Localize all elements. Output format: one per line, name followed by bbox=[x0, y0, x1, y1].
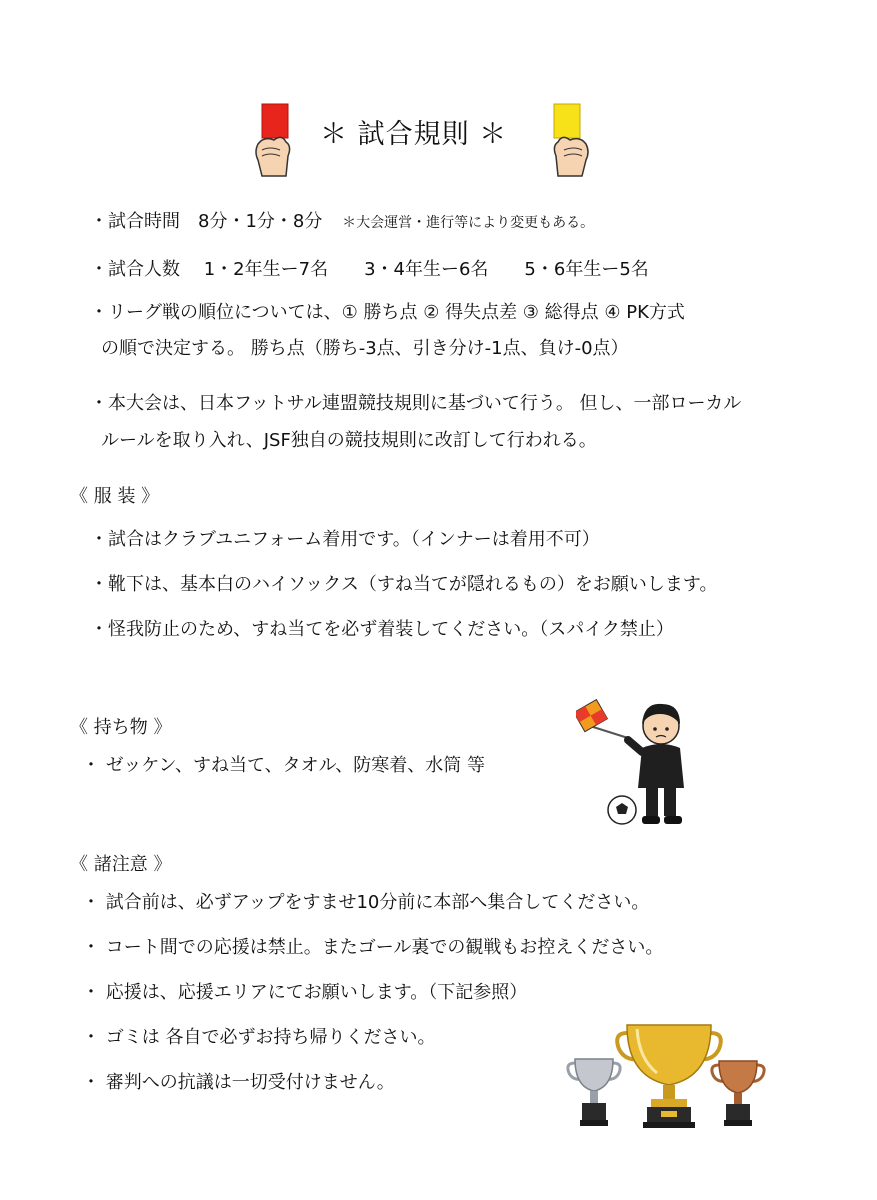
notes-item: ・ コート間での応援は禁止。またゴール裏での観戦もお控えください。 bbox=[82, 937, 664, 958]
rule-match-time: ・試合時間 8分・1分・8分 bbox=[90, 211, 323, 232]
notes-item: ・ 試合前は、必ずアップをすませ10分前に本部へ集合してください。 bbox=[82, 892, 650, 913]
rule-regulation-line1: ・本大会は、日本フットサル連盟競技規則に基づいて行う。 但し、一部ローカル bbox=[90, 393, 742, 414]
yellow-card-icon bbox=[548, 100, 596, 182]
rule-players: ・試合人数 1・2年生ー7名 3・4年生ー6名 5・6年生ー5名 bbox=[90, 259, 649, 280]
clothing-item: ・試合はクラブユニフォーム着用です。（インナーは着用不可） bbox=[90, 529, 600, 550]
rule-ranking-line1: ・リーグ戦の順位については、① 勝ち点 ② 得失点差 ③ 総得点 ④ PK方式 bbox=[90, 302, 685, 323]
notes-item: ・ 応援は、応援エリアにてお願いします。（下記参照） bbox=[82, 982, 528, 1003]
clothing-heading: 《 服 装 》 bbox=[70, 486, 160, 507]
notes-item: ・ ゴミは 各自で必ずお持ち帰りください。 bbox=[82, 1027, 436, 1048]
referee-flag-illustration bbox=[576, 698, 706, 834]
belongings-heading: 《 持ち物 》 bbox=[70, 717, 172, 738]
red-card-icon bbox=[248, 100, 296, 182]
rule-match-time-note: ＊大会運営・進行等により変更もある。 bbox=[342, 215, 595, 231]
page-title: ＊ 試合規則 ＊ bbox=[320, 119, 508, 150]
notes-heading: 《 諸注意 》 bbox=[70, 854, 172, 875]
clothing-item: ・靴下は、基本白のハイソックス（すね当てが隠れるもの）をお願いします。 bbox=[90, 574, 718, 595]
belongings-item: ・ ゼッケン、すね当て、タオル、防寒着、水筒 等 bbox=[82, 755, 485, 776]
notes-item: ・ 審判への抗議は一切受付けません。 bbox=[82, 1072, 395, 1093]
trophies-illustration bbox=[565, 1015, 775, 1134]
rule-regulation-line2: ルールを取り入れ、JSF独自の競技規則に改訂して行われる。 bbox=[101, 430, 597, 451]
clothing-item: ・怪我防止のため、すね当てを必ず着装してください。（スパイク禁止） bbox=[90, 619, 674, 640]
rule-ranking-line2: の順で決定する。 勝ち点（勝ち-3点、引き分け-1点、負け-0点） bbox=[101, 338, 629, 359]
